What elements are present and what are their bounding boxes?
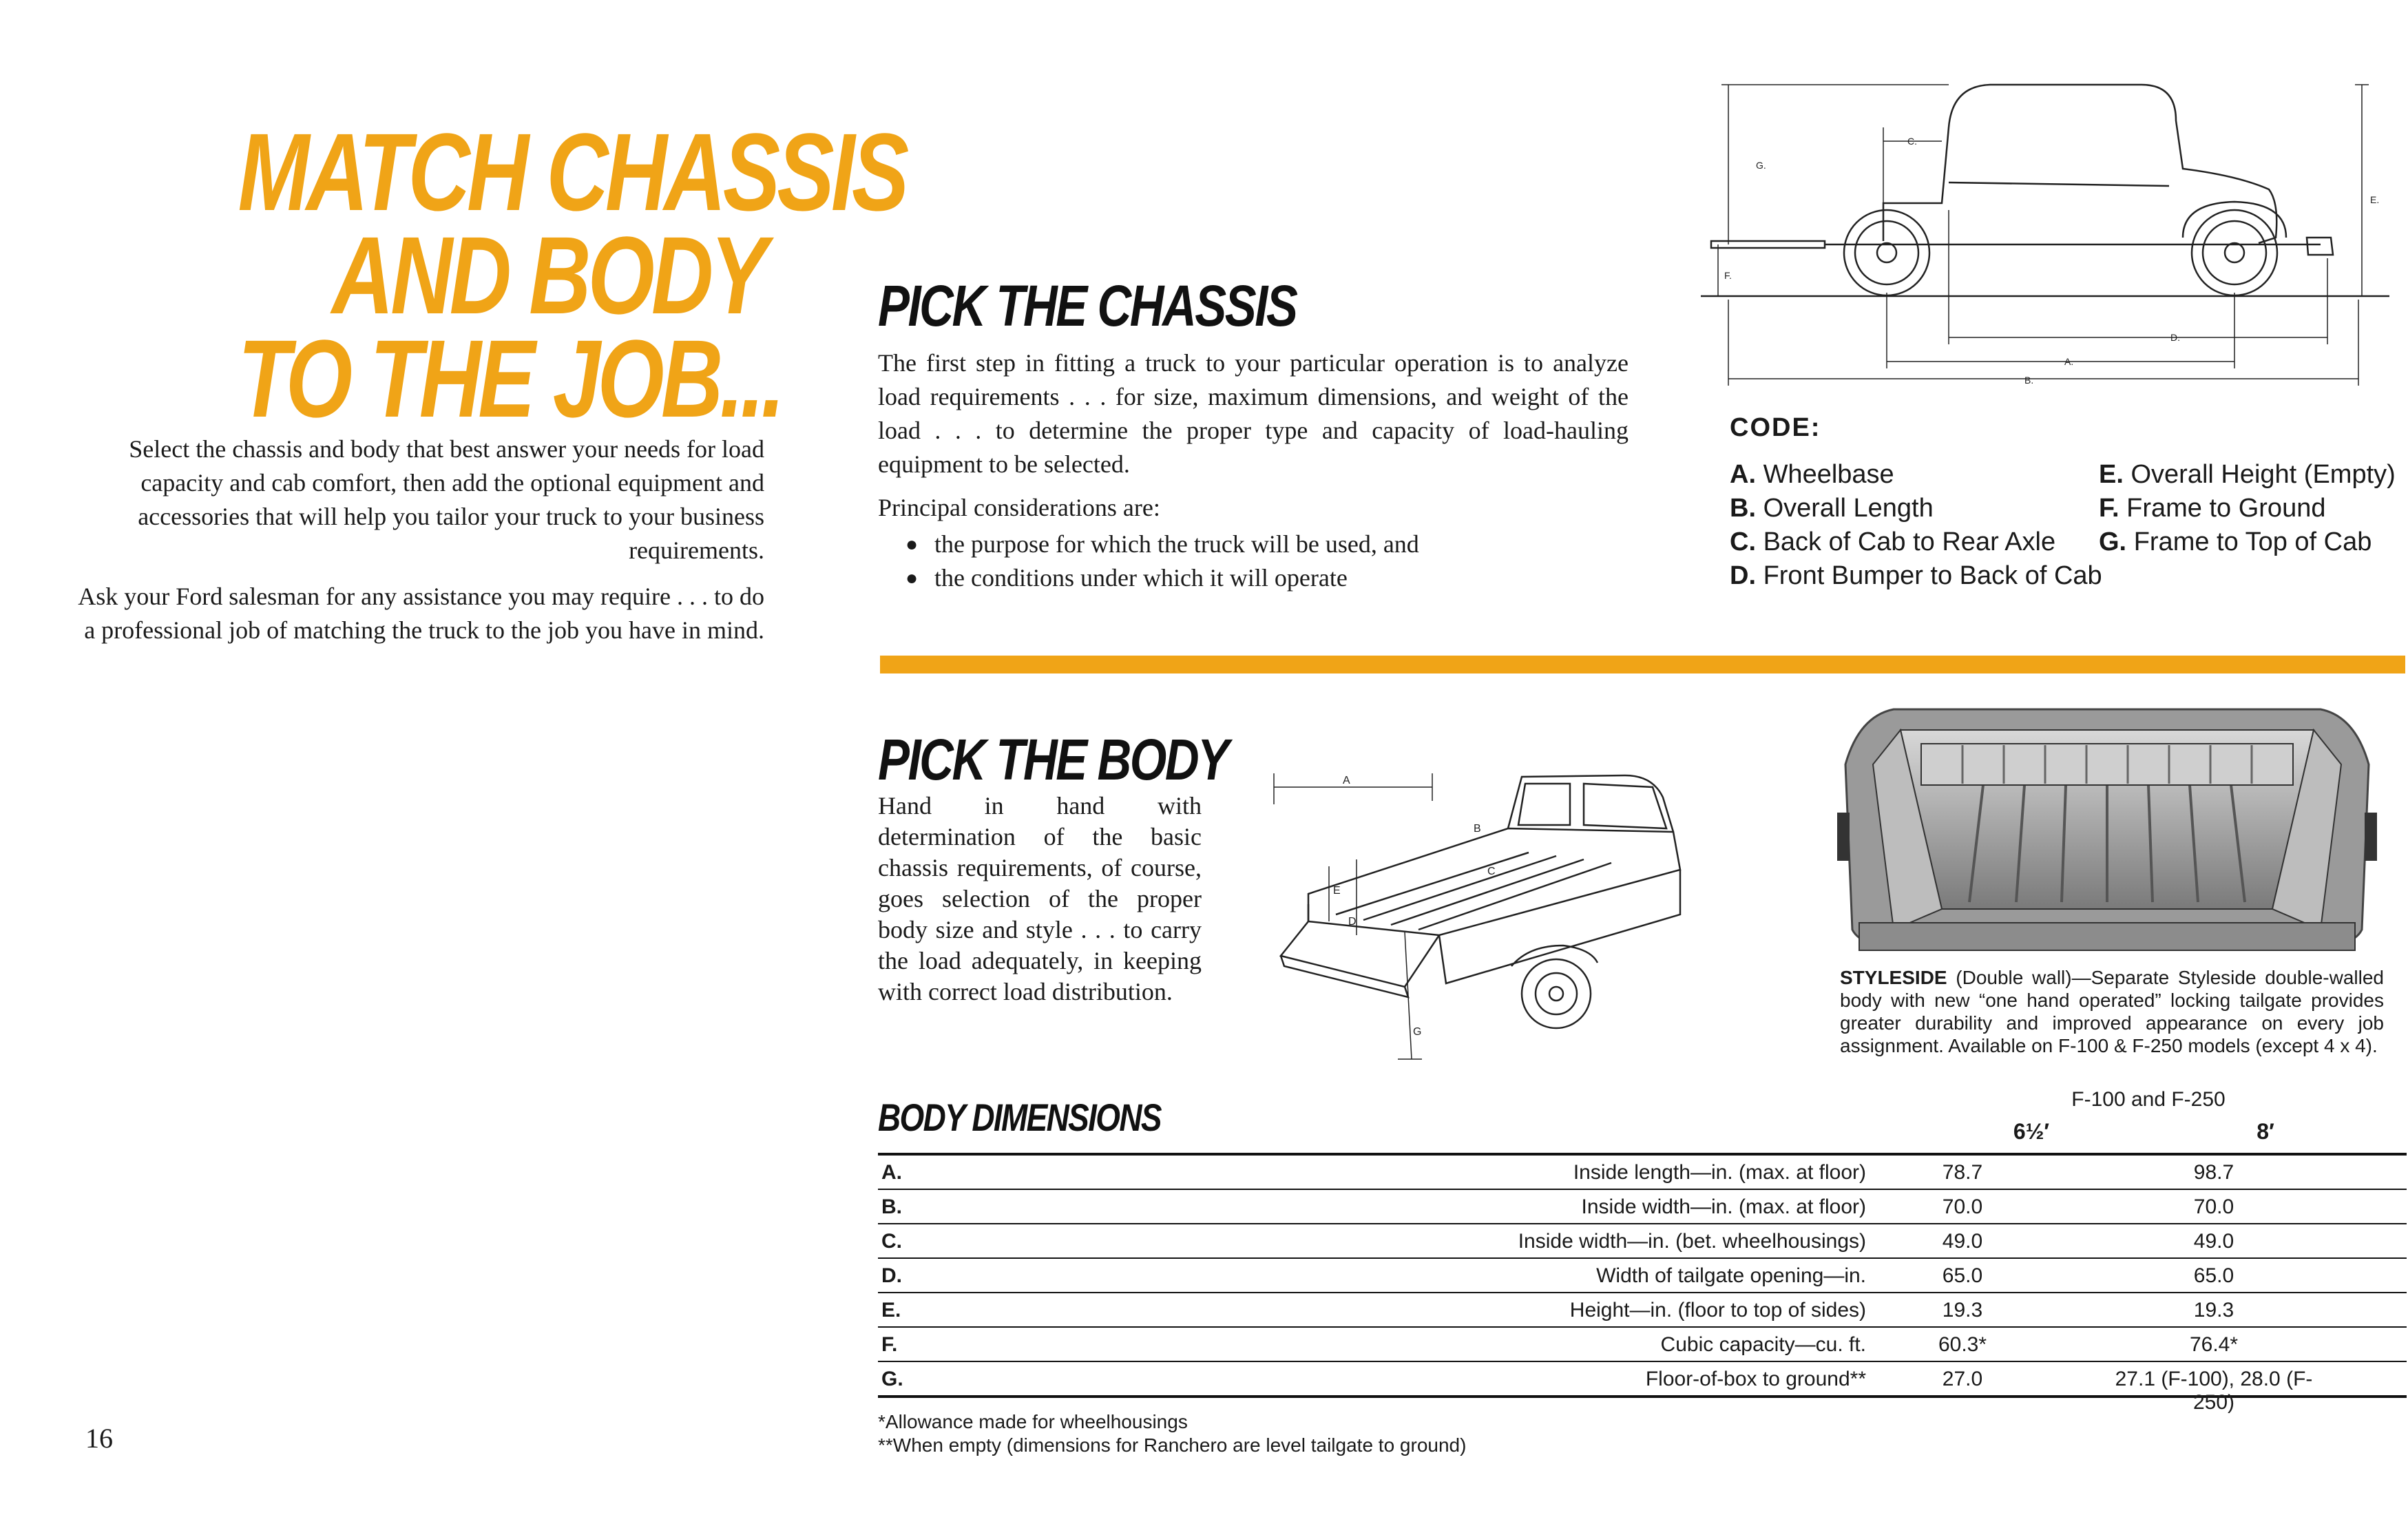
- intro-paragraph-2: Ask your Ford salesman for any assistance you may require . . . to do a professional job of matching the truck to the job you have in mind.: [78, 583, 764, 644]
- body-label-e: E: [1333, 885, 1341, 897]
- diagram-label-e: E.: [2370, 194, 2380, 205]
- body-label-a: A: [1343, 775, 1350, 786]
- body-label-g: G: [1413, 1026, 1422, 1038]
- dimensions-heading: BODY DIMENSIONS: [878, 1096, 1161, 1139]
- chassis-paragraph-1: The first step in fitting a truck to your particular operation is to analyze load requirements . . . for size, maximum dimensions, and weight of the load . . . to determine the proper type and capacity of load-hauling equipment to be selected.: [878, 349, 1629, 478]
- page-headline: [238, 110, 906, 440]
- chassis-paragraph-2: Principal considerations are:: [878, 494, 1160, 521]
- table-row: A. Inside length—in. (max. at floor) 78.7 98.7: [878, 1156, 2407, 1190]
- diagram-label-d: D.: [2170, 332, 2180, 343]
- list-item: ● the conditions under which it will operate: [905, 561, 1629, 595]
- table-row: G. Floor-of-box to ground** 27.0 27.1 (F-100), 28.0 (F-250): [881, 1368, 2313, 1414]
- code-label: CODE:: [1730, 413, 1821, 442]
- list-item: ● the purpose for which the truck will be used, and: [905, 527, 1629, 561]
- code-item: F. Frame to Ground: [2099, 494, 2326, 523]
- diagram-label-g: G.: [1756, 160, 1766, 171]
- footnotes: [878, 1410, 1466, 1457]
- styleside-caption: [1840, 966, 2384, 1057]
- table-row: E. Height—in. (floor to top of sides) 19.3 19.3: [878, 1293, 2407, 1328]
- styleside-title: STYLESIDE: [1840, 967, 1947, 988]
- code-item: G. Frame to Top of Cab: [2099, 527, 2372, 556]
- considerations-list: [878, 527, 1629, 595]
- table-row: F. Cubic capacity—cu. ft. 60.3* 76.4*: [878, 1328, 2407, 1362]
- body-label-c: C: [1487, 866, 1496, 877]
- pickup-body-diagram: [1267, 756, 1770, 1094]
- code-item: B. Overall Length: [1730, 494, 1934, 523]
- body-text: Hand in hand with determination of the basic chassis requirements, of course, goes selection of the proper body size and style . . . to carry the load adequately, in keeping with correct load distribution.: [878, 792, 1202, 1005]
- chassis-text: [878, 346, 1629, 595]
- table-row: B. Inside width—in. (max. at floor) 70.0 70.0: [878, 1190, 2407, 1224]
- chassis-heading: PICK THE CHASSIS: [878, 273, 1297, 338]
- body-heading: PICK THE BODY: [878, 727, 1228, 792]
- diagram-label-a: A.: [2064, 356, 2074, 367]
- diagram-label-f: F.: [1724, 270, 1732, 281]
- diagram-label-c: C.: [1907, 136, 1917, 147]
- code-list-right: [2099, 458, 2396, 559]
- code-item: D. Front Bumper to Back of Cab: [1730, 561, 2102, 590]
- model-header: F-100 and F-250: [2071, 1088, 2226, 1111]
- diagram-label-b: B.: [2024, 375, 2034, 386]
- code-list-left: [1730, 458, 2102, 593]
- chassis-dimension-diagram: [1701, 72, 2396, 396]
- headline-line-1: MATCH CHASSIS: [238, 110, 906, 233]
- headline-line-3: TO THE JOB...: [238, 317, 782, 440]
- code-item: C. Back of Cab to Rear Axle: [1730, 527, 2056, 556]
- styleside-bed-photo: [1832, 702, 2383, 964]
- table-row: C. Inside width—in. (bet. wheelhousings) 49.0 49.0: [878, 1224, 2407, 1259]
- table-row: D. Width of tailgate opening—in. 65.0 65.0: [878, 1259, 2407, 1293]
- styleside-description: (Double wall)—Separate Styleside double-walled body with new “one hand operated” locking tailgate provides greater durability and improved appearance on every job assignment. Available on F-100 & F-250 models (except 4 x 4).: [1840, 967, 2384, 1056]
- column-header-6-5-ft: 6½′: [2013, 1119, 2050, 1144]
- footnote-2: **When empty (dimensions for Ranchero are level tailgate to ground): [878, 1434, 1467, 1456]
- code-item: E. Overall Height (Empty): [2099, 460, 2396, 489]
- dimensions-table: [878, 1153, 2407, 1414]
- body-label-b: B: [1474, 823, 1481, 835]
- intro-text: [76, 432, 764, 660]
- body-label-d: D: [1348, 916, 1357, 928]
- intro-paragraph-1: Select the chassis and body that best answer your needs for load capacity and cab comfort, then add the optional equipment and accessories that will help you tailor your truck to your business requirements.: [129, 435, 764, 564]
- headline-line-2: AND BODY: [331, 213, 764, 337]
- code-item: A. Wheelbase: [1730, 460, 1894, 489]
- section-divider-bar: [880, 656, 2405, 673]
- footnote-1: *Allowance made for wheelhousings: [878, 1411, 1188, 1432]
- page-number: 16: [85, 1423, 113, 1454]
- column-header-8-ft: 8′: [2257, 1119, 2274, 1144]
